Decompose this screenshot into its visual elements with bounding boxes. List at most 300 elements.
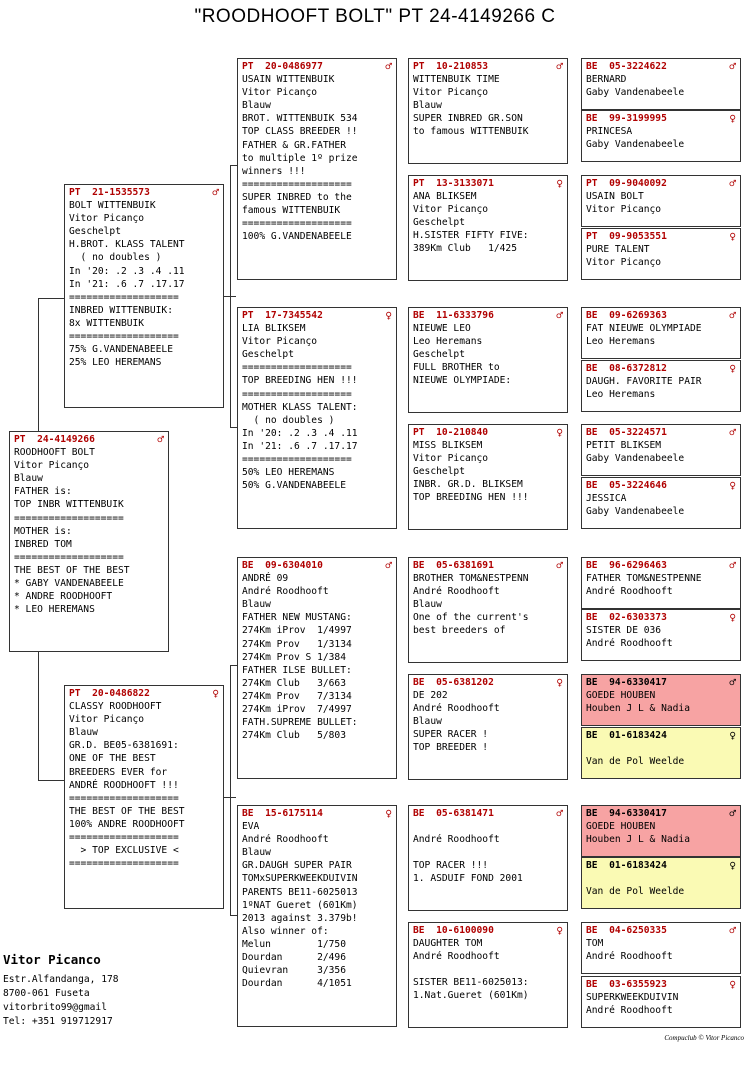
male-symbol-icon: ♂ (556, 60, 563, 73)
bird-info-line: BERNARD (586, 74, 627, 86)
bird-info-line: 1.Nat.Gueret (601Km) (413, 990, 529, 1002)
bird-info-line: André Roodhooft (413, 703, 500, 715)
bird-info-line: TOP BREEDER ! (413, 742, 489, 754)
bird-info-line: 274Km iProv 7/4997 (242, 704, 352, 716)
bird-info-line: Houben J L & Nadia (586, 834, 690, 846)
ring-number: PT 09-9040092 (586, 178, 667, 189)
bird-info-line: Melun 1/750 (242, 938, 346, 950)
bird-info-line: Blauw (69, 727, 98, 739)
bird-info-line: * LEO HEREMANS (14, 604, 95, 616)
ggp-card-ffm (408, 175, 568, 281)
bird-header (413, 676, 563, 689)
ggp-card-mfm (408, 674, 568, 780)
bird-header (413, 309, 563, 322)
bird-info-line: TOP INBR WITTENBUIK (14, 499, 124, 511)
ring-number: PT 20-0486822 (69, 688, 150, 699)
bird-header (242, 60, 392, 73)
ring-number: BE 05-3224646 (586, 480, 667, 491)
male-symbol-icon: ♂ (729, 309, 736, 322)
bird-header (586, 611, 736, 624)
bird-header (413, 426, 563, 439)
bird-header (586, 309, 736, 322)
owner-address-line2: 8700-061 Fuseta (3, 988, 90, 999)
bird-info-line: 100% G.VANDENABEELE (242, 231, 352, 243)
connector-line (230, 427, 237, 428)
connector-line (230, 665, 237, 666)
bird-info-line: Vitor Picanço (586, 204, 662, 216)
bird-info-line: André Roodhooft (413, 834, 500, 846)
maternal-grandfather-card (237, 557, 397, 779)
bird-info-line: Houben J L & Nadia (586, 703, 690, 715)
male-symbol-icon: ♂ (556, 309, 563, 322)
bird-info-line: BREEDERS EVER for (69, 766, 168, 778)
bird-info-line: Vitor Picanço (413, 87, 489, 99)
bird-info-line: USAIN WITTENBUIK (242, 74, 335, 86)
male-symbol-icon: ♂ (729, 177, 736, 190)
bird-info-line: GOEDE HOUBEN (586, 821, 656, 833)
bird-info-line: =================== (69, 858, 179, 870)
ring-number: BE 99-3199995 (586, 113, 667, 124)
bird-info-line: 274Km Prov S 1/384 (242, 651, 346, 663)
bird-info-line: TOP CLASS BREEDER !! (242, 126, 358, 138)
bird-info-line: Geschelpt (69, 226, 121, 238)
bird-info-line: BROTHER TOM&NESTPENN (413, 573, 529, 585)
female-symbol-icon: ♀ (729, 230, 736, 243)
connector-line (230, 165, 237, 166)
male-symbol-icon: ♂ (729, 924, 736, 937)
bird-info-line: In '20: .2 .3 .4 .11 (69, 265, 185, 277)
bird-info-line: Vitor Picanço (242, 336, 318, 348)
bird-info-line: 274Km Prov 7/3134 (242, 690, 352, 702)
bird-info-line: 75% G.VANDENABEELE (69, 344, 173, 356)
bird-info-line: * ANDRE ROODHOOFT (14, 591, 113, 603)
bird-info-line: 100% ANDRE ROODHOOFT (69, 818, 185, 830)
bird-info-line: Blauw (242, 599, 271, 611)
bird-info-line: Geschelpt (413, 466, 465, 478)
ring-number: BE 05-6381471 (413, 808, 494, 819)
bird-info-line: In '21: .6 .7 .17.17 (242, 440, 358, 452)
male-symbol-icon: ♂ (157, 433, 164, 446)
gggp-card-3 (581, 175, 741, 227)
bird-info-line: SUPER RACER ! (413, 729, 489, 741)
bird-info-line: Geschelpt (413, 217, 465, 229)
ring-number: BE 04-6250335 (586, 925, 667, 936)
gggp-card-6 (581, 360, 741, 412)
gggp-card-9 (581, 557, 741, 609)
ring-number: PT 10-210840 (413, 427, 489, 438)
ring-number: BE 08-6372812 (586, 363, 667, 374)
male-symbol-icon: ♂ (729, 426, 736, 439)
bird-info-line: DAUGHTER TOM (413, 938, 483, 950)
bird-info-line: WITTENBUIK TIME (413, 74, 500, 86)
bird-info-line: FULL BROTHER to (413, 362, 500, 374)
bird-info-line: 274Km Club 3/663 (242, 677, 346, 689)
bird-info-line: In '20: .2 .3 .4 .11 (242, 427, 358, 439)
bird-info-line: ( no doubles ) (242, 414, 335, 426)
bird-info-line: FAT NIEUWE OLYMPIADE (586, 323, 702, 335)
bird-info-line: Vitor Picanço (69, 213, 145, 225)
bird-info-line: 50% G.VANDENABEELE (242, 480, 346, 492)
bird-header (413, 924, 563, 937)
paternal-grandmother-card (237, 307, 397, 529)
bird-info-line: =================== (14, 551, 124, 563)
bird-info-line: H.BROT. KLASS TALENT (69, 239, 185, 251)
bird-info-line: TOP BREEDING HEN !!! (242, 375, 358, 387)
bird-info-line: Quievran 3/356 (242, 965, 346, 977)
ggp-card-fmm (408, 424, 568, 530)
ring-number: BE 96-6296463 (586, 560, 667, 571)
mother-card (64, 685, 224, 909)
bird-info-line: SISTER BE11-6025013: (413, 977, 529, 989)
female-symbol-icon: ♀ (729, 859, 736, 872)
bird-header (586, 112, 736, 125)
bird-info-line: Leo Heremans (586, 336, 656, 348)
bird-info-line: MOTHER is: (14, 525, 72, 537)
bird-info-line: FATHER TOM&NESTPENNE (586, 573, 702, 585)
bird-info-line: =================== (242, 362, 352, 374)
bird-info-line: EVA (242, 821, 260, 833)
ring-number: BE 94-6330417 (586, 677, 667, 688)
bird-info-line: =================== (242, 454, 352, 466)
ring-number: BE 94-6330417 (586, 808, 667, 819)
bird-info-line: ANA BLIKSEM (413, 191, 477, 203)
ring-number: PT 21-1535573 (69, 187, 150, 198)
bird-header (413, 807, 563, 820)
ring-number: BE 03-6355923 (586, 979, 667, 990)
bird-info-line: Vitor Picanço (14, 460, 90, 472)
gggp-card-15 (581, 922, 741, 974)
owner-phone: Tel: +351 919712917 (3, 1016, 113, 1027)
female-symbol-icon: ♀ (556, 676, 563, 689)
pedigree-title: "ROODHOOFT BOLT" PT 24-4149266 C (194, 6, 556, 27)
ring-number: BE 05-3224622 (586, 61, 667, 72)
bird-info-line: 1. ASDUIF FOND 2001 (413, 873, 523, 885)
ring-number: PT 10-210853 (413, 61, 489, 72)
bird-header (14, 433, 164, 446)
bird-info-line: In '21: .6 .7 .17.17 (69, 278, 185, 290)
bird-info-line: Blauw (413, 599, 442, 611)
ring-number: PT 09-9053551 (586, 231, 667, 242)
bird-info-line: PARENTS BE11-6025013 (242, 886, 358, 898)
bird-info-line: Blauw (413, 100, 442, 112)
gggp-card-11 (581, 674, 741, 726)
gggp-card-5 (581, 307, 741, 359)
gggp-card-1 (581, 58, 741, 110)
male-symbol-icon: ♂ (729, 807, 736, 820)
bird-info-line: FATH.SUPREME BULLET: (242, 717, 358, 729)
father-card (64, 184, 224, 408)
owner-name: Vitor Picanco (3, 952, 101, 967)
bird-info-line: Blauw (14, 473, 43, 485)
bird-info-line: PURE TALENT (586, 244, 650, 256)
ring-number: BE 09-6304010 (242, 560, 323, 571)
bird-info-line: MOTHER KLASS TALENT: (242, 401, 358, 413)
bird-info-line: GR.D. BE05-6381691: (69, 740, 179, 752)
bird-header (586, 479, 736, 492)
bird-info-line: TOP BREEDING HEN !!! (413, 492, 529, 504)
bird-info-line: USAIN BOLT (586, 191, 644, 203)
bird-info-line: =================== (69, 331, 179, 343)
bird-info-line: Geschelpt (413, 349, 465, 361)
bird-header (69, 186, 219, 199)
bird-info-line: Van de Pol Weelde (586, 756, 685, 768)
bird-info-line: 389Km Club 1/425 (413, 243, 517, 255)
male-symbol-icon: ♂ (212, 186, 219, 199)
ring-number: BE 11-6333796 (413, 310, 494, 321)
ggp-card-mff (408, 557, 568, 663)
bird-info-line: Vitor Picanço (413, 453, 489, 465)
female-symbol-icon: ♀ (385, 807, 392, 820)
gggp-card-8 (581, 477, 741, 529)
female-symbol-icon: ♀ (729, 611, 736, 624)
ggp-card-mmm (408, 922, 568, 1028)
bird-header (242, 309, 392, 322)
bird-info-line: André Roodhooft (413, 951, 500, 963)
connector-line (230, 665, 231, 915)
bird-header (586, 426, 736, 439)
bird-header (413, 559, 563, 572)
bird-info-line: =================== (69, 792, 179, 804)
bird-info-line: =================== (242, 178, 352, 190)
bird-info-line: DE 202 (413, 690, 448, 702)
connector-line (38, 780, 64, 781)
bird-info-line: THE BEST OF THE BEST (14, 564, 130, 576)
bird-header (586, 230, 736, 243)
bird-info-line: One of the current's (413, 612, 529, 624)
bird-info-line: > TOP EXCLUSIVE < (69, 845, 179, 857)
ggp-card-mmf (408, 805, 568, 911)
connector-line (230, 915, 237, 916)
bird-info-line: André Roodhooft (242, 834, 329, 846)
bird-info-line: Leo Heremans (586, 389, 656, 401)
bird-header (242, 807, 392, 820)
ring-number: BE 05-3224571 (586, 427, 667, 438)
bird-info-line: MISS BLIKSEM (413, 440, 483, 452)
bird-info-line: Gaby Vandenabeele (586, 139, 685, 151)
bird-info-line: SUPER INBRED GR.SON (413, 113, 523, 125)
bird-info-line: to multiple 1º prize (242, 152, 358, 164)
connector-line (230, 165, 231, 427)
bird-info-line: =================== (242, 388, 352, 400)
bird-info-line: * GABY VANDENABEELE (14, 578, 124, 590)
bird-info-line: TOP RACER !!! (413, 860, 489, 872)
bird-info-line: SISTER DE 036 (586, 625, 662, 637)
maternal-grandmother-card (237, 805, 397, 1027)
female-symbol-icon: ♀ (729, 729, 736, 742)
bird-info-line: INBR. GR.D. BLIKSEM (413, 479, 523, 491)
connector-line (38, 398, 39, 431)
bird-header (242, 559, 392, 572)
bird-info-line: 274Km Club 5/803 (242, 730, 346, 742)
female-symbol-icon: ♀ (729, 479, 736, 492)
bird-info-line: INBRED TOM (14, 538, 72, 550)
bird-info-line: André Roodhooft (413, 586, 500, 598)
bird-info-line: 274Km Prov 1/3134 (242, 638, 352, 650)
bird-info-line: Van de Pol Weelde (586, 886, 685, 898)
bird-info-line: Blauw (413, 716, 442, 728)
ring-number: BE 01-6183424 (586, 860, 667, 871)
paternal-grandfather-card (237, 58, 397, 280)
bird-info-line: 274Km iProv 1/4997 (242, 625, 352, 637)
bird-info-line: INBRED WITTENBUIK: (69, 304, 173, 316)
bird-info-line: Dourdan 2/496 (242, 952, 346, 964)
ggp-card-fmf (408, 307, 568, 413)
bird-info-line: JESSICA (586, 493, 627, 505)
bird-info-line: Gaby Vandenabeele (586, 453, 685, 465)
bird-info-line: LIA BLIKSEM (242, 323, 306, 335)
bird-info-line: André Roodhooft (586, 1005, 673, 1017)
bird-info-line: Dourdan 4/1051 (242, 978, 352, 990)
bird-info-line: 8x WITTENBUIK (69, 317, 145, 329)
female-symbol-icon: ♀ (729, 112, 736, 125)
bird-info-line: THE BEST OF THE BEST (69, 805, 185, 817)
bird-info-line: 50% LEO HEREMANS (242, 467, 335, 479)
bird-info-line: Vitor Picanço (586, 257, 662, 269)
bird-info-line: BOLT WITTENBUIK (69, 200, 156, 212)
female-symbol-icon: ♀ (729, 978, 736, 991)
bird-info-line: SUPERKWEEKDUIVIN (586, 992, 679, 1004)
subject-bird-card (9, 431, 169, 652)
bird-info-line: Leo Heremans (413, 336, 483, 348)
bird-header (586, 859, 736, 872)
bird-info-line: NIEUWE LEO (413, 323, 471, 335)
ring-number: PT 24-4149266 (14, 434, 95, 445)
bird-info-line: PETIT BLIKSEM (586, 440, 662, 452)
bird-info-line: PRINCESA (586, 126, 633, 138)
bird-info-line: H.SISTER FIFTY FIVE: (413, 230, 529, 242)
gggp-card-12 (581, 727, 741, 779)
bird-info-line: Blauw (242, 100, 271, 112)
bird-info-line: ROODHOOFT BOLT (14, 447, 95, 459)
owner-info (3, 953, 119, 1029)
bird-header (586, 177, 736, 190)
male-symbol-icon: ♂ (729, 676, 736, 689)
gggp-card-16 (581, 976, 741, 1028)
owner-email: vitorbrito99@gmail (3, 1002, 107, 1013)
male-symbol-icon: ♂ (729, 60, 736, 73)
bird-info-line: Blauw (242, 847, 271, 859)
footer-credit: Compuclub © Vitor Picanco (664, 1034, 744, 1042)
ring-number: BE 05-6381202 (413, 677, 494, 688)
bird-info-line: winners !!! (242, 165, 306, 177)
gggp-card-2 (581, 110, 741, 162)
bird-header (586, 559, 736, 572)
bird-header (586, 60, 736, 73)
bird-header (586, 362, 736, 375)
bird-info-line: Geschelpt (242, 349, 294, 361)
bird-info-line: NIEUWE OLYMPIADE: (413, 375, 512, 387)
bird-info-line: =================== (69, 291, 179, 303)
ring-number: PT 20-0486977 (242, 61, 323, 72)
ring-number: BE 02-6303373 (586, 612, 667, 623)
ring-number: PT 13-3133071 (413, 178, 494, 189)
ggp-card-fff (408, 58, 568, 164)
bird-info-line: 1ºNAT Gueret (601Km) (242, 899, 358, 911)
bird-info-line: Gaby Vandenabeele (586, 87, 685, 99)
bird-info-line (413, 963, 563, 976)
bird-header (586, 924, 736, 937)
bird-info-line: TOM (586, 938, 604, 950)
bird-info-line: ( no doubles ) (69, 252, 162, 264)
bird-info-line: 2013 against 3.379b! (242, 912, 358, 924)
ring-number: BE 10-6100090 (413, 925, 494, 936)
bird-header (413, 177, 563, 190)
bird-header (586, 978, 736, 991)
male-symbol-icon: ♂ (729, 559, 736, 572)
bird-info-line (586, 872, 736, 885)
bird-info-line: =================== (242, 218, 352, 230)
bird-header (586, 807, 736, 820)
connector-line (38, 652, 39, 780)
bird-info-line (586, 742, 736, 755)
bird-info-line: Gaby Vandenabeele (586, 506, 685, 518)
bird-info-line: best breeders of (413, 625, 506, 637)
bird-info-line: =================== (14, 512, 124, 524)
owner-address-line1: Estr.Alfandanga, 178 (3, 974, 119, 985)
female-symbol-icon: ♀ (385, 309, 392, 322)
bird-header (586, 729, 736, 742)
bird-info-line: SUPER INBRED to the (242, 191, 352, 203)
gggp-card-10 (581, 609, 741, 661)
gggp-card-13 (581, 805, 741, 857)
male-symbol-icon: ♂ (385, 60, 392, 73)
female-symbol-icon: ♀ (556, 426, 563, 439)
bird-info-line: Vitor Picanço (242, 87, 318, 99)
bird-info-line: DAUGH. FAVORITE PAIR (586, 376, 702, 388)
bird-info-line (413, 846, 563, 859)
male-symbol-icon: ♂ (385, 559, 392, 572)
bird-header (69, 687, 219, 700)
connector-line (38, 298, 39, 399)
bird-info-line: ONE OF THE BEST (69, 753, 156, 765)
ring-number: BE 09-6269363 (586, 310, 667, 321)
ring-number: BE 15-6175114 (242, 808, 323, 819)
bird-info-line: FATHER is: (14, 486, 72, 498)
female-symbol-icon: ♀ (556, 924, 563, 937)
bird-info-line: GOEDE HOUBEN (586, 690, 656, 702)
bird-info-line: FATHER & GR.FATHER (242, 139, 346, 151)
ring-number: BE 05-6381691 (413, 560, 494, 571)
bird-info-line: CLASSY ROODHOOFT (69, 701, 162, 713)
bird-info-line: André Roodhooft (586, 951, 673, 963)
bird-info-line: TOMxSUPERKWEEKDUIVIN (242, 873, 358, 885)
bird-info-line: =================== (69, 832, 179, 844)
bird-info-line: Vitor Picanço (69, 714, 145, 726)
ring-number: PT 17-7345542 (242, 310, 323, 321)
connector-line (38, 298, 64, 299)
male-symbol-icon: ♂ (556, 559, 563, 572)
gggp-card-4 (581, 228, 741, 280)
female-symbol-icon: ♀ (556, 177, 563, 190)
gggp-card-7 (581, 424, 741, 476)
bird-info-line (413, 820, 563, 833)
bird-info-line: BROT. WITTENBUIK 534 (242, 113, 358, 125)
ring-number: BE 01-6183424 (586, 730, 667, 741)
bird-info-line: André Roodhooft (242, 586, 329, 598)
bird-info-line: FATHER NEW MUSTANG: (242, 612, 352, 624)
bird-info-line: Vitor Picanço (413, 204, 489, 216)
female-symbol-icon: ♀ (729, 362, 736, 375)
bird-info-line: ANDRÉ ROODHOOFT !!! (69, 779, 179, 791)
bird-info-line: 25% LEO HEREMANS (69, 357, 162, 369)
bird-header (413, 60, 563, 73)
bird-header (586, 676, 736, 689)
bird-info-line: famous WITTENBUIK (242, 205, 341, 217)
bird-info-line: to famous WITTENBUIK (413, 126, 529, 138)
bird-info-line: Also winner of: (242, 925, 329, 937)
bird-info-line: GR.DAUGH SUPER PAIR (242, 860, 352, 872)
female-symbol-icon: ♀ (212, 687, 219, 700)
